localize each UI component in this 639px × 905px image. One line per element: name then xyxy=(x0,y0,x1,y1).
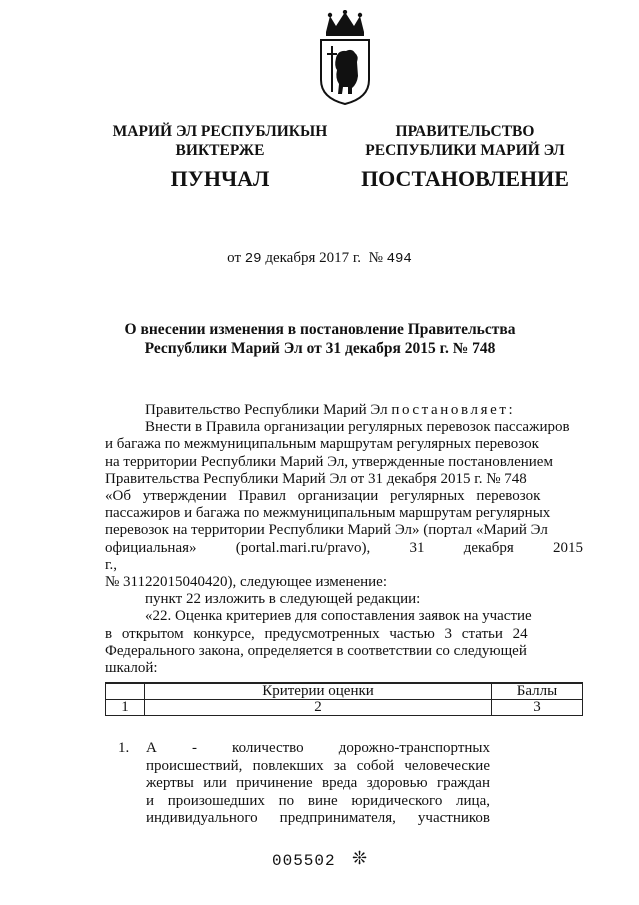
header-left-line: ВИКТЕРЖЕ xyxy=(175,142,265,159)
table-header-row xyxy=(106,683,583,700)
header-right-line: РЕСПУБЛИКИ МАРИЙ ЭЛ xyxy=(365,142,565,159)
point-line: пункт 22 изложить в следующей редакции: xyxy=(145,591,421,608)
body-line: перевозок на территории Республики Марий Эл» (портал «Марий Эл xyxy=(105,522,548,539)
form-serial-number: 005502 xyxy=(272,852,336,870)
coat-of-arms-emblem-icon xyxy=(312,10,378,106)
table-numbering-row xyxy=(106,700,583,716)
document-title xyxy=(60,320,580,358)
body-line: № 31122015040420), следующее изменение: xyxy=(105,574,388,591)
body-line: официальная» (portal.mari.ru/pravo), 31 декабря 2015 г., xyxy=(105,539,583,573)
header-right-issuer xyxy=(345,122,585,160)
header-left-issuer xyxy=(95,122,345,160)
resolves-word: постановляет: xyxy=(391,402,516,418)
table-cell: 3 xyxy=(492,700,583,716)
quote-line: Федерального закона, определяется в соответствии со следующей xyxy=(105,642,527,659)
resolves-line xyxy=(105,402,583,419)
quote-line: шкалой: xyxy=(105,660,158,677)
document-number: 494 xyxy=(386,251,412,267)
table-header-cell: Критерии оценки xyxy=(145,683,492,700)
resolves-prefix: Правительство Республики Марий Эл xyxy=(145,402,392,418)
body-line: Внести в Правила организации регулярных перевозок пассажиров xyxy=(145,419,570,436)
item-text xyxy=(146,740,490,828)
document-date-line xyxy=(0,250,639,267)
body-line: «Об утверждении Правил организации регулярных перевозок xyxy=(105,488,541,505)
quote-line: «22. Оценка критериев для сопоставления заявок на участие xyxy=(145,608,532,625)
title-line: Республики Марий Эл от 31 декабря 2015 г. № 748 xyxy=(144,340,496,357)
title-line: О внесении изменения в постановление Правительства xyxy=(124,321,516,338)
item-number: 1. xyxy=(118,740,130,756)
body-line: на территории Республики Марий Эл, утвержденные постановлением xyxy=(105,453,553,470)
decorative-star-icon: ❊ xyxy=(352,848,368,868)
table-cell: 1 xyxy=(106,700,145,716)
header-right-line: ПРАВИТЕЛЬСТВО xyxy=(395,123,535,140)
date-day: 29 xyxy=(244,251,262,267)
paragraph-amendment xyxy=(105,419,583,591)
item-line: индивидуального предпринимателя, участников xyxy=(146,810,490,826)
quoted-paragraph xyxy=(105,608,583,677)
body-line: Правительства Республики Марий Эл от 31 декабря 2015 г. № 748 xyxy=(105,470,527,487)
item-line: происшествий, повлекших за собой человеческие xyxy=(146,757,490,774)
date-month-year: декабря 2017 г. xyxy=(265,250,362,266)
table-header-cell: Баллы xyxy=(492,683,583,700)
quote-line: в открытом конкурсе, предусмотренных частью 3 статьи 24 xyxy=(105,625,528,642)
header-left-doc-type: ПУНЧАЛ xyxy=(170,166,270,191)
body-line: и багажа по межмуниципальным маршрутам регулярных перевозок xyxy=(105,436,539,453)
document-body xyxy=(105,402,583,677)
item-line: А - количество дорожно-транспортных xyxy=(146,740,490,756)
date-prefix: от xyxy=(227,250,241,266)
table-cell: 2 xyxy=(145,700,492,716)
criteria-table xyxy=(105,682,583,716)
body-line: пассажиров и багажа по межмуниципальным маршрутам регулярных xyxy=(105,505,551,522)
table-header-cell xyxy=(106,683,145,700)
header-right-doc-type: ПОСТАНОВЛЕНИЕ xyxy=(361,166,569,191)
header-left-line: МАРИЙ ЭЛ РЕСПУБЛИКЫН xyxy=(112,123,328,140)
item-line: жертвы или причинение вреда здоровью граждан xyxy=(146,775,490,791)
number-sign: № xyxy=(368,250,383,266)
item-line: и произошедших по вине юридического лица, xyxy=(146,792,490,809)
